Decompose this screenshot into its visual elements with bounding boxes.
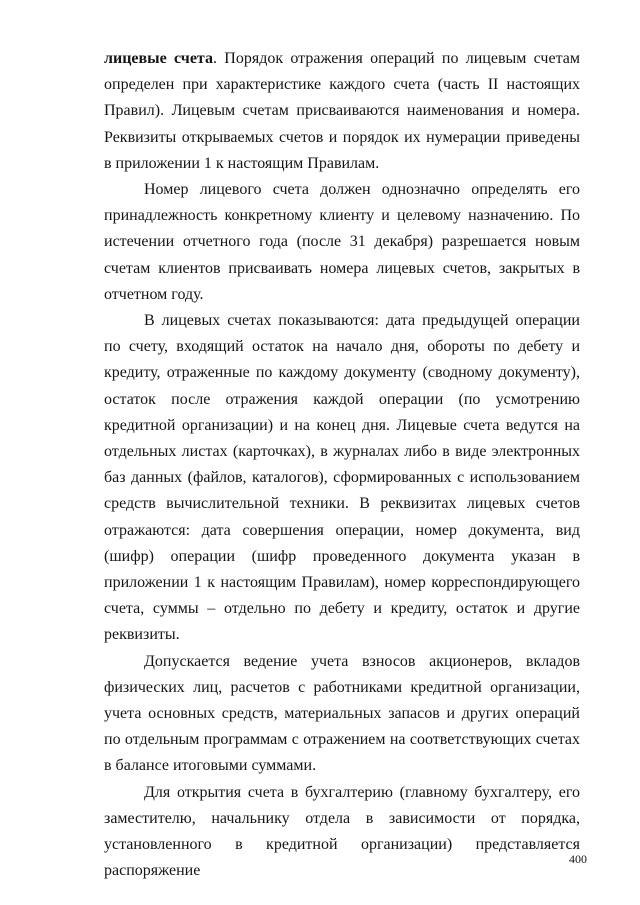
paragraph-3: В лицевых счетах показываются: дата предыдущей операции по счету, входящий остаток на начало дня, обороты по дебету и кредиту, отраженные по каждому документу (сводному документу), остаток после отражения каждой операции (по усмотрению кредитной организации) и на конец дня. Лицевые счета ведутся на отдельных листах (карточках), в журналах либо в виде электронных баз данных (файлов, каталогов), сформированных с использованием средств вычислительной техники. В реквизитах лицевых счетов отражаются: дата совершения операции, номер документа, вид (шифр) операции (шифр проведенного документа указан в приложении 1 к настоящим Правилам), номер корреспондирующего счета, суммы – отдельно по дебету и кредиту, остаток и другие реквизиты. — [104, 312, 580, 644]
bold-term: лицевые счета — [104, 50, 213, 67]
paragraph-1-text: . Порядок отражения операций по лицевым счетам определен при характеристике каждого счета (часть II настоящих Правил). Лицевым счетам присваиваются наименования и номера. Реквизиты открываемых счетов и порядок их нумерации приведены в приложении 1 к настоящим Правилам. — [104, 50, 580, 172]
paragraph-4: Допускается ведение учета взносов акционеров, вкладов физических лиц, расчетов с работниками кредитной организации, учета основных средств, материальных запасов и других операций по отдельным программам с отражением на соответствующих счетах в балансе итоговыми суммами. — [104, 652, 580, 775]
text-column — [104, 46, 580, 885]
page-number: 400 — [569, 852, 587, 866]
paragraph-5: Для открытия счета в бухгалтерию (главному бухгалтеру, его заместителю, начальнику отдела в зависимости от порядка, установленного в кредитной организации) представляется распоряжение — [104, 783, 580, 880]
paragraph-2: Номер лицевого счета должен однозначно определять его принадлежность конкретному клиенту и целевому назначению. По истечении отчетного года (после 31 декабря) разрешается новым счетам клиентов присваивать номера лицевых счетов, закрытых в отчетном году. — [104, 181, 580, 303]
paragraph-1 — [104, 46, 580, 177]
